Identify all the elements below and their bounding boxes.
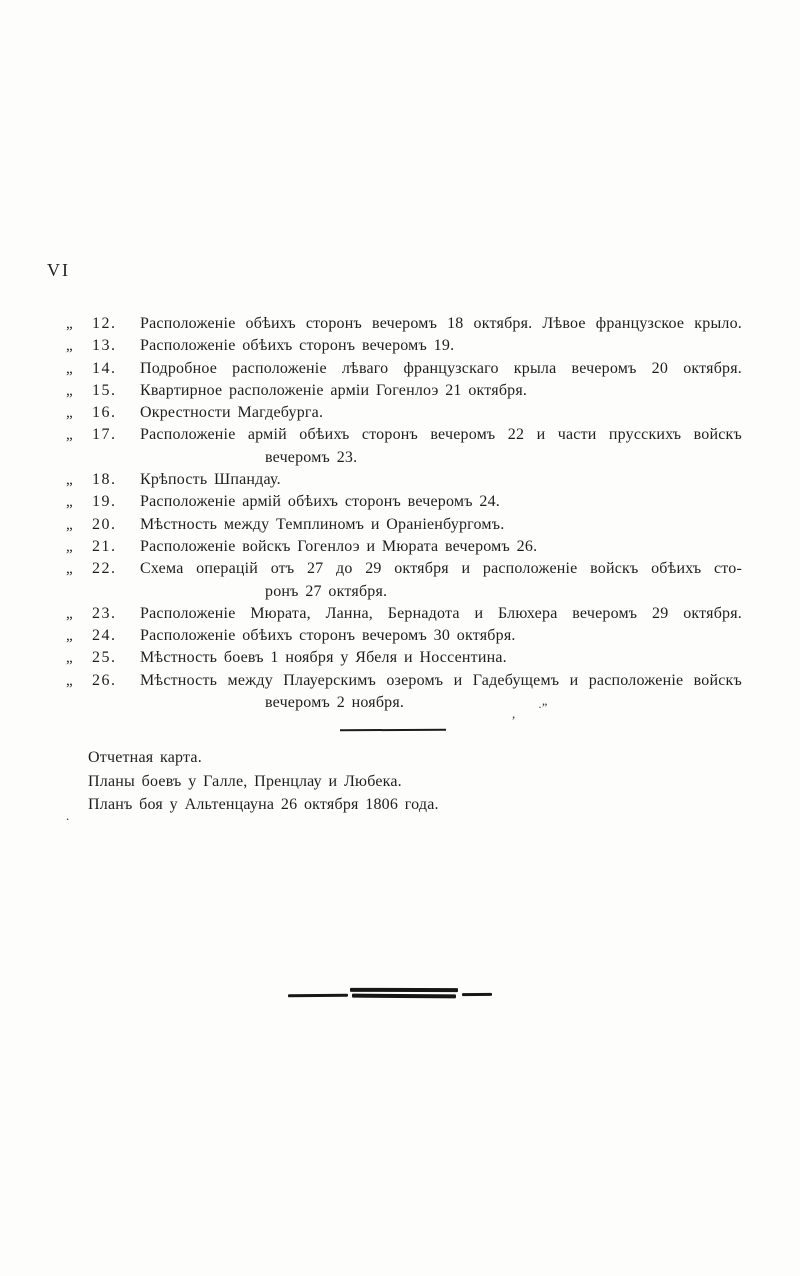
list-item	[0, 380, 742, 402]
page-number: VI	[47, 260, 70, 280]
list-item	[0, 491, 742, 513]
item-number: 16.	[92, 404, 117, 422]
item-number: 24.	[92, 627, 117, 645]
list-item	[0, 558, 742, 603]
ditto-mark: „	[66, 672, 73, 689]
item-text: Расположеніе войскъ Гогенлоэ и Мюрата вечеромъ 26.	[140, 537, 538, 555]
item-text: Мѣстность между Темплиномъ и Ораніенбургомъ.	[140, 515, 505, 533]
scan-artifact: .	[66, 808, 70, 823]
smudge-segment	[462, 993, 492, 996]
item-text: Схема операцій отъ 27 до 29 октября и расположеніе войскъ обѣихъ сто-	[140, 560, 742, 578]
footer-list	[88, 746, 439, 817]
item-text-continuation: вечеромъ 23.	[265, 448, 358, 466]
ditto-mark: „	[66, 650, 73, 667]
list-item	[0, 670, 742, 715]
section-divider	[340, 729, 446, 732]
list-item	[0, 536, 742, 558]
item-number: 21.	[92, 537, 117, 555]
item-number: 25.	[92, 649, 117, 667]
item-number: 13.	[92, 337, 117, 355]
list-item	[0, 402, 742, 424]
list-item	[0, 647, 742, 669]
item-text: Мѣстность боевъ 1 ноября у Ябеля и Носсентина.	[140, 649, 507, 667]
list-item	[0, 313, 742, 335]
item-text: Расположеніе армій обѣихъ сторонъ вечеромъ 22 и части прусскихъ войскъ	[140, 426, 742, 444]
item-number: 19.	[92, 493, 117, 511]
ditto-mark: „	[66, 382, 73, 399]
scan-artifact: ·”	[538, 700, 548, 714]
ditto-mark: „	[66, 516, 73, 533]
ditto-mark: „	[66, 405, 73, 422]
ditto-mark: „	[66, 494, 73, 511]
footer-line: Планъ боя у Альтенцауна 26 октября 1806 года.	[88, 796, 439, 814]
item-text: Расположеніе обѣихъ сторонъ вечеромъ 18 октября. Лѣвое французское крыло.	[140, 315, 742, 332]
list-item	[0, 358, 742, 380]
item-text: Крѣпость Шпандау.	[140, 471, 281, 489]
item-number: 15.	[92, 381, 117, 399]
ditto-mark: „	[66, 561, 73, 578]
smudge-segment	[352, 994, 456, 998]
ditto-mark: „	[66, 605, 73, 622]
smudge-segment	[350, 988, 458, 992]
ditto-mark: „	[66, 472, 73, 489]
item-text-continuation: ронъ 27 октября.	[265, 582, 388, 600]
list-item	[0, 424, 742, 469]
item-text: Расположеніе обѣихъ сторонъ вечеромъ 30 октября.	[140, 627, 516, 645]
map-list	[0, 313, 742, 714]
item-text: Мѣстность между Плауерскимъ озеромъ и Гадебущемъ и расположеніе войскъ	[140, 671, 742, 689]
list-item	[0, 335, 742, 357]
list-item	[0, 514, 742, 536]
ditto-mark: „	[66, 316, 73, 332]
ditto-mark: „	[66, 427, 73, 444]
smudge-segment	[288, 994, 348, 997]
item-number: 26.	[92, 671, 117, 689]
item-text: Расположеніе обѣихъ сторонъ вечеромъ 19.	[140, 337, 455, 355]
ditto-mark: „	[66, 628, 73, 645]
footer-line: Отчетная карта.	[88, 749, 202, 766]
item-number: 14.	[92, 359, 117, 377]
item-text: Расположеніе армій обѣихъ сторонъ вечеромъ 24.	[140, 493, 500, 511]
scan-artifact: ,	[512, 706, 516, 721]
ditto-mark: „	[66, 338, 73, 355]
item-number: 18.	[92, 471, 117, 489]
item-text-continuation: вечеромъ 2 ноября.	[265, 694, 405, 712]
item-text: Подробное расположеніе лѣваго французскаго крыла вечеромъ 20 октября.	[140, 359, 742, 377]
ditto-mark: „	[66, 538, 73, 555]
list-item	[0, 603, 742, 625]
item-text: Расположеніе Мюрата, Ланна, Бернадота и Блюхера вечеромъ 29 октября.	[140, 604, 742, 622]
item-number: 12.	[92, 315, 117, 332]
item-number: 17.	[92, 426, 117, 444]
item-number: 20.	[92, 515, 117, 533]
list-item	[0, 625, 742, 647]
item-text: Квартирное расположеніе арміи Гогенлоэ 21 октября.	[140, 381, 528, 399]
item-text: Окрестности Магдебурга.	[140, 404, 324, 422]
item-number: 23.	[92, 604, 117, 622]
list-item	[0, 469, 742, 491]
ink-smudge-rule	[288, 985, 498, 1003]
ditto-mark: „	[66, 360, 73, 377]
item-number: 22.	[92, 560, 117, 578]
footer-line: Планы боевъ у Галле, Пренцлау и Любека.	[88, 772, 402, 790]
